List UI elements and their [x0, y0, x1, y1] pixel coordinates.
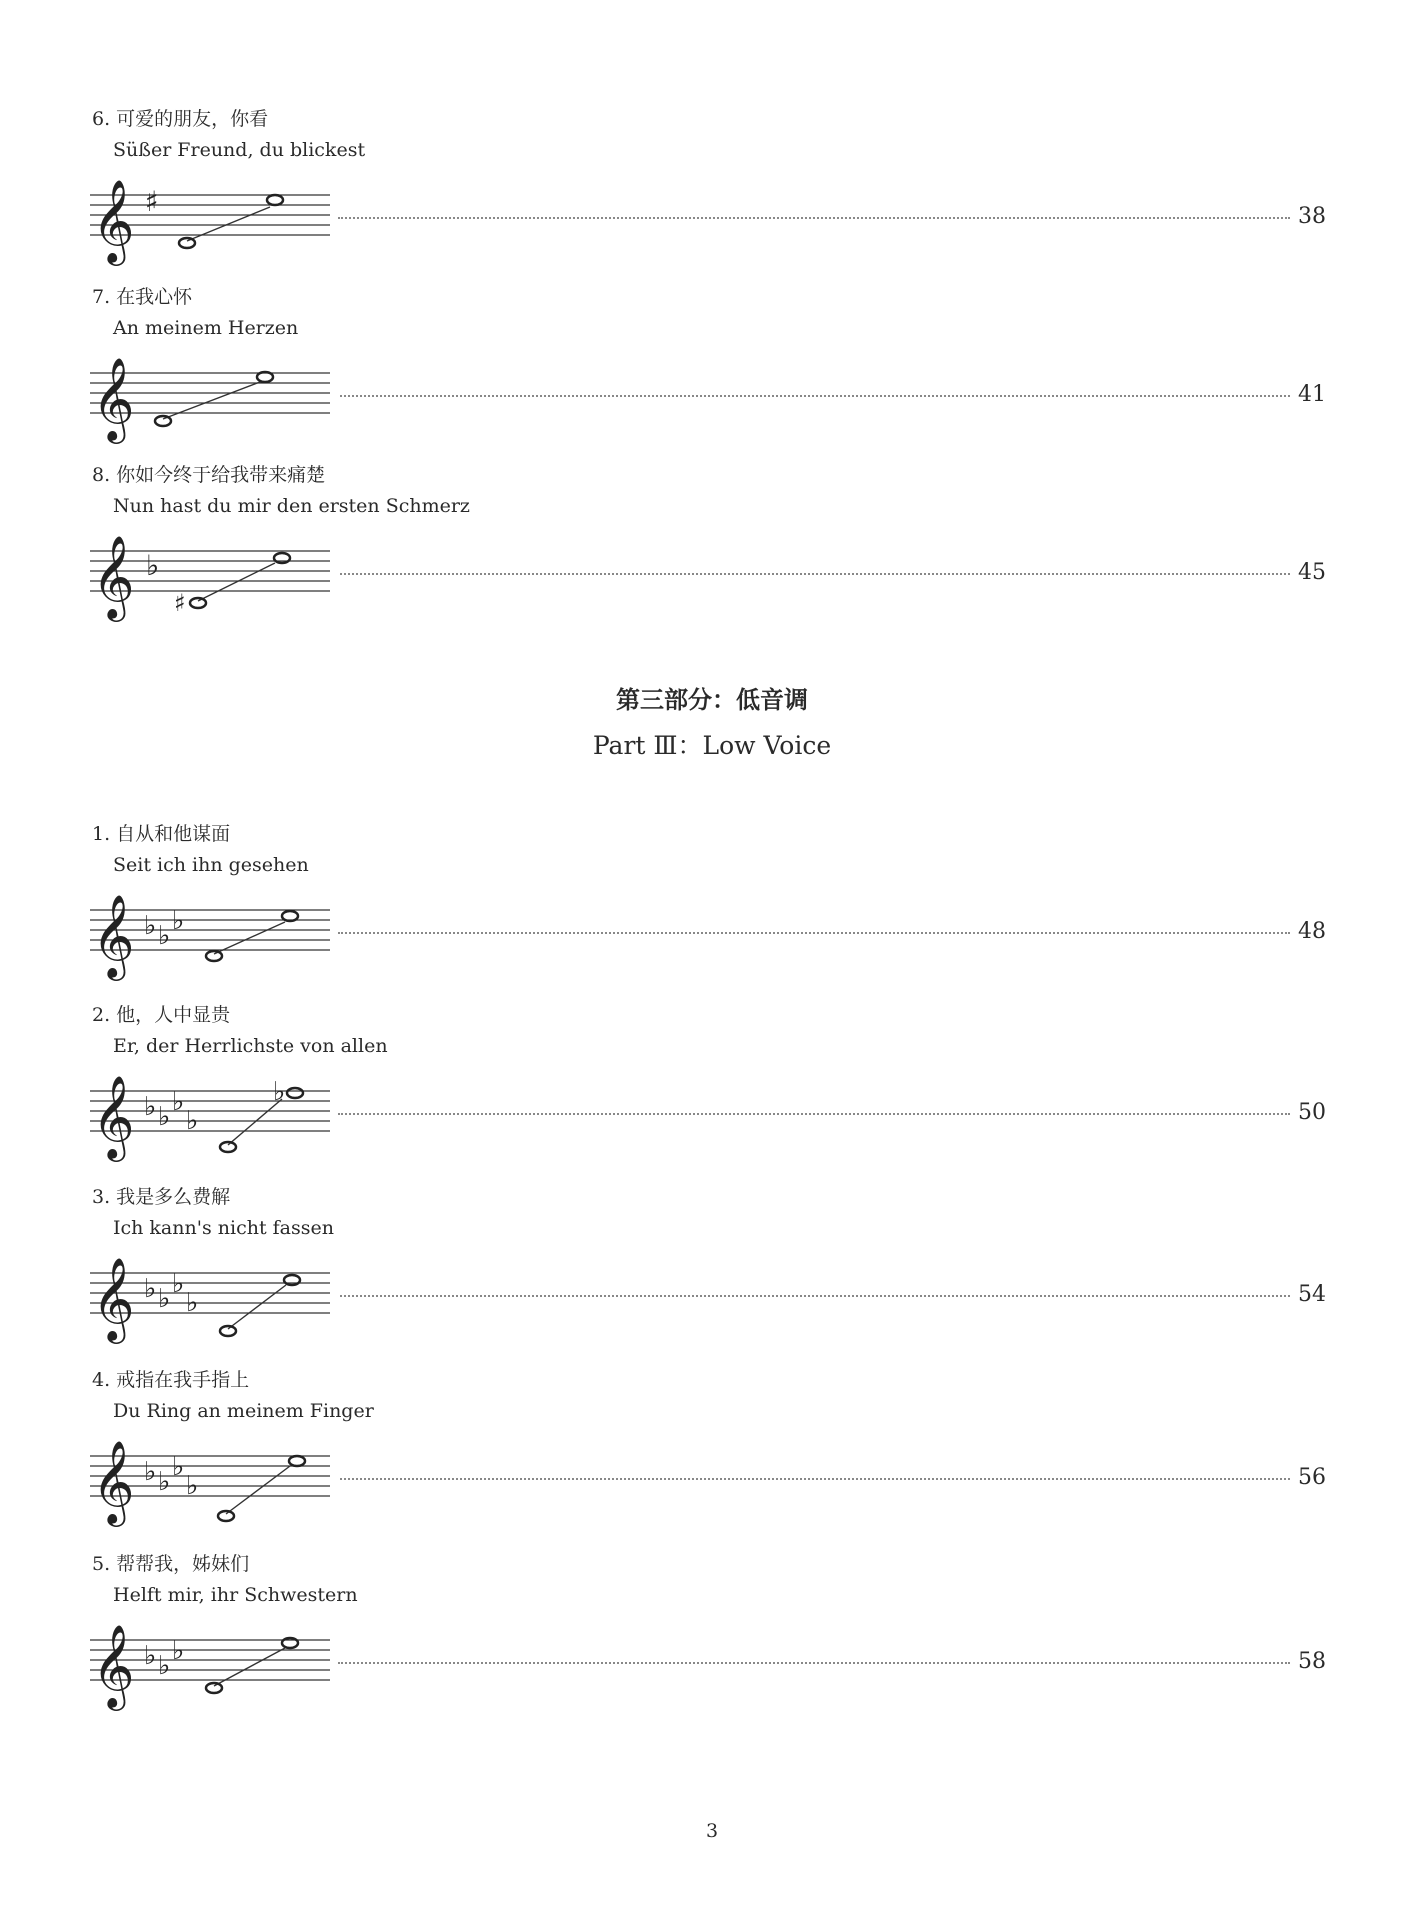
flat-icon: ♭: [158, 1102, 171, 1132]
toc-entry-iii-4[interactable]: [0, 1368, 1424, 1538]
range-staff: [90, 1069, 330, 1169]
range-staff: [90, 1251, 330, 1351]
toc-entry-iii-2[interactable]: [0, 1003, 1424, 1173]
flat-icon: ♭: [158, 1651, 171, 1681]
high-note: [267, 195, 283, 205]
entry-title-zh: 5. 帮帮我，姊妹们: [92, 1553, 250, 1575]
low-note: [155, 416, 171, 426]
low-note: [190, 598, 206, 608]
flat-icon: ♭: [186, 1288, 199, 1318]
range-staff: [90, 888, 330, 988]
flat-icon: ♭: [186, 1471, 199, 1501]
dot-leader: [340, 573, 1290, 575]
flat-icon: ♭: [186, 1106, 199, 1136]
toc-entry-6[interactable]: [0, 107, 1424, 277]
flat-icon: ♭: [144, 1274, 157, 1304]
flat-icon: ♭: [144, 1641, 157, 1671]
low-note: [220, 1142, 236, 1152]
range-staff: [90, 173, 330, 273]
dot-leader: [340, 1295, 1290, 1297]
treble-clef-icon: 𝄞: [92, 1439, 135, 1523]
flat-icon: ♭: [144, 1457, 157, 1487]
page-number: 56: [1298, 1465, 1326, 1490]
entry-title-zh: 8. 你如今终于给我带来痛楚: [92, 464, 326, 486]
treble-clef-icon: 𝄞: [92, 534, 135, 618]
high-note: [289, 1456, 305, 1466]
dot-leader: [338, 1662, 1290, 1664]
entry-title-zh: 4. 戒指在我手指上: [92, 1369, 250, 1391]
dot-leader: [340, 1478, 1290, 1480]
page-number: 41: [1298, 382, 1326, 407]
part-heading-en: Part Ⅲ：Low Voice: [592, 731, 832, 760]
toc-entry-7[interactable]: [0, 285, 1424, 455]
treble-clef-icon: 𝄞: [92, 1074, 135, 1158]
entry-title-de: Er, der Herrlichste von allen: [113, 1035, 388, 1057]
page-number: 38: [1298, 204, 1326, 229]
entry-title-zh: 1. 自从和他谋面: [92, 823, 231, 845]
entry-title-de: Seit ich ihn gesehen: [113, 854, 309, 876]
flat-icon: ♭: [158, 921, 171, 951]
treble-clef-icon: 𝄞: [92, 1623, 135, 1707]
entry-title-de: Süßer Freund, du blickest: [113, 139, 366, 161]
entry-title-de: Nun hast du mir den ersten Schmerz: [113, 495, 470, 517]
entry-title-de: An meinem Herzen: [113, 317, 299, 339]
treble-clef-icon: 𝄞: [92, 1256, 135, 1340]
treble-clef-icon: 𝄞: [92, 893, 135, 977]
dot-leader: [338, 217, 1290, 219]
page-number: 48: [1298, 919, 1326, 944]
entry-title-de: Helft mir, ihr Schwestern: [113, 1584, 358, 1606]
range-staff: [90, 351, 330, 451]
low-note: [220, 1326, 236, 1336]
entry-title-zh: 3. 我是多么费解: [92, 1186, 231, 1208]
flat-icon: ♭: [172, 1452, 185, 1482]
sharp-icon: ♯: [145, 185, 159, 218]
page-number: 54: [1298, 1282, 1326, 1307]
flat-icon: ♭: [158, 1467, 171, 1497]
low-note: [218, 1511, 234, 1521]
dot-leader: [340, 395, 1290, 397]
flat-icon: ♭: [158, 1284, 171, 1314]
low-note: [206, 951, 222, 961]
high-note: [287, 1088, 303, 1098]
page-number: 45: [1298, 560, 1326, 585]
dot-leader: [338, 932, 1290, 934]
entry-title-zh: 7. 在我心怀: [92, 286, 193, 308]
toc-entry-iii-3[interactable]: [0, 1185, 1424, 1355]
treble-clef-icon: 𝄞: [92, 178, 135, 262]
part-heading-zh: 第三部分：低音调: [616, 686, 808, 714]
flat-icon: ♭: [172, 1636, 185, 1666]
entry-title-zh: 6. 可爱的朋友，你看: [92, 108, 269, 130]
flat-icon: ♭: [146, 549, 160, 582]
range-staff: [90, 529, 330, 629]
range-staff: [90, 1434, 330, 1534]
entry-title-zh: 2. 他，人中显贵: [92, 1004, 231, 1026]
flat-icon: ♭: [144, 1092, 157, 1122]
flat-icon: ♭: [172, 906, 185, 936]
entry-title-de: Du Ring an meinem Finger: [113, 1400, 374, 1422]
sharp-icon: ♯: [174, 589, 186, 617]
low-note: [179, 238, 195, 248]
page-number: 50: [1298, 1100, 1326, 1125]
flat-icon: ♭: [144, 911, 157, 941]
toc-entry-8[interactable]: [0, 463, 1424, 633]
low-note: [206, 1683, 222, 1693]
entry-title-de: Ich kann's nicht fassen: [113, 1217, 334, 1239]
flat-icon: ♭: [172, 1269, 185, 1299]
treble-clef-icon: 𝄞: [92, 356, 135, 440]
page-footer-number: 3: [705, 1820, 719, 1842]
flat-icon: ♭: [273, 1077, 286, 1107]
toc-entry-iii-1[interactable]: [0, 822, 1424, 992]
flat-icon: ♭: [172, 1087, 185, 1117]
range-staff: [90, 1618, 330, 1718]
dot-leader: [338, 1113, 1290, 1115]
toc-entry-iii-5[interactable]: [0, 1552, 1424, 1722]
page-number: 58: [1298, 1649, 1326, 1674]
